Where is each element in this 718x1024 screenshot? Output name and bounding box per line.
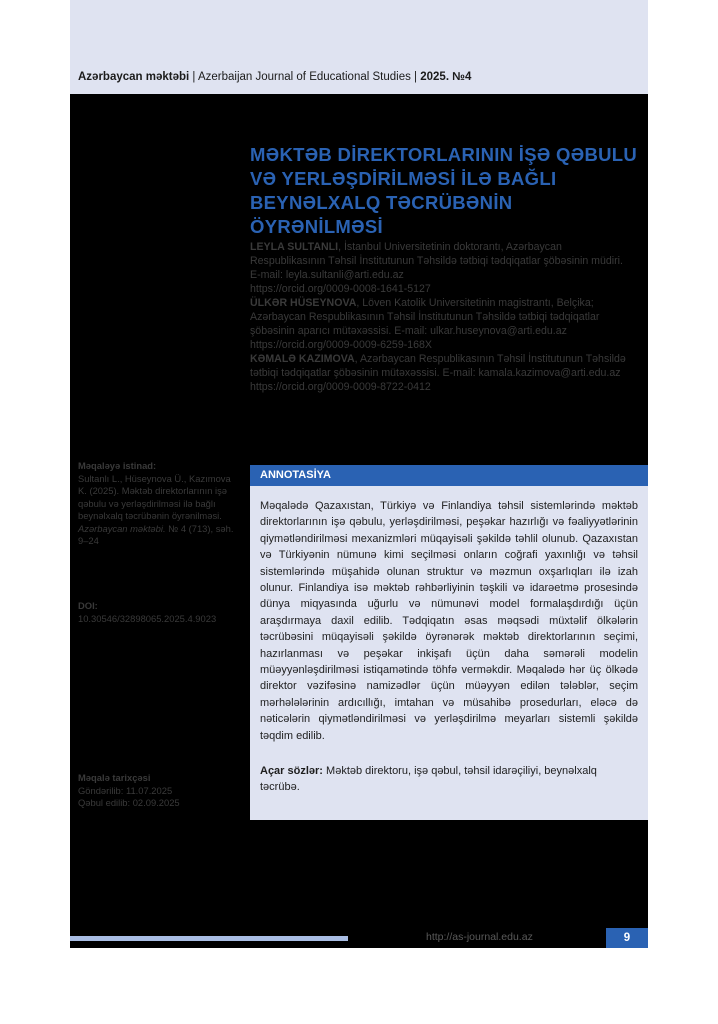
article-title-line: MƏKTƏB DİREKTORLARININ İŞƏ QƏBULU xyxy=(250,144,638,165)
article-title xyxy=(250,143,645,239)
author-list xyxy=(250,240,630,394)
doi-link[interactable]: 10.30546/32898065.2025.4.9023 xyxy=(78,612,217,624)
abstract-text: Məqalədə Qazaxıstan, Türkiyə və Finlandiya təhsil sistemlərində məktəb direktorlarının işə qəbulu, yerləşdirilməsi, peşəkar hazırlığı və fəaliyyətlərinin qiymətləndirilməsi mexanizmləri müqayisəli şəkildə təhlil olunub. Qazaxıstan və Türkiyənin nümunə kimi seçilməsi onların coğrafi yaxınlığı və təhsil sistemlərində müşahidə olunan struktur və məzmun oxşarlıqları ilə izah olunur. Finlandiya isə məktəb rəhbərliyinin təşkili və idarəetmə prosesində dünya miqyasında uğurlu və nümunəvi model formalaşdırdığı üçün araşdırmaya daxil edilib. Tədqiqatın əsas məqsədi müxtəlif ölkələrin təcrübəsini müqayisəli şəkildə öyrənərək məktəb direktorlarının seçimi, hazırlanması və peşəkar inkişafı üçün daha səmərəli modelin müəyyənləşdirilməsi istiqamətində töhfə verməkdir. Məqalədə hər üç ölkədə direktor vəzifəsinə namizədlər üçün müəyyən edilən tələblər, seçim mərhələlərinin ardıcıllığı, imtahan və müsahibə prosedurları, eləcə də nəticələrin qiymətləndirilməsi və yerləşdirilmə meyarları sistemli şəkildə təqdim edilib. xyxy=(260,500,638,742)
header-separator: | xyxy=(410,71,421,83)
journal-name: Azərbaycan məktəbi xyxy=(78,71,190,83)
citation-volume: № 4 (713), səh. 9–24 xyxy=(78,522,234,546)
author-separator: , xyxy=(354,353,360,365)
author-name: ÜLKƏR HÜSEYNOVA xyxy=(250,297,357,309)
author-affiliation: İstanbul Universitetinin doktorantı, Azərbaycan Respublikasının Təhsil İnstitutunun Təhsildə tətbiqi tədqiqatlar şöbəsinin müdiri. E-mail: leyla.sultanli@arti.edu.az xyxy=(250,241,623,281)
author-name: KƏMALƏ KAZIMOVA xyxy=(250,353,355,365)
author-orcid-link[interactable]: https://orcid.org/0009-0008-1641-5127 xyxy=(250,283,431,295)
keywords-line xyxy=(260,763,638,796)
author-separator: , xyxy=(356,297,363,309)
abstract-box xyxy=(250,465,648,820)
author-affiliation: Löven Katolik Universitetinin magistrantı, Belçika; Azərbaycan Respublikasının Təhsil İnstitutunun Təhsildə tətbiqi tədqiqatlar şöbəsinin aparıcı mütəxəssisi. E-mail: ulkar.huseynova@arti.edu.az xyxy=(250,297,600,337)
keywords-label: Açar sözlər: xyxy=(260,765,323,777)
running-header xyxy=(78,71,638,83)
author-affiliation: Azərbaycan Respublikasının Təhsil İnstitutunun Təhsildə tətbiqi tədqiqatlar şöbəsinin mütəxəssisi. E-mail: kamala.kazimova@arti.edu.az xyxy=(250,353,626,379)
footer-url-link[interactable]: http://as-journal.edu.az xyxy=(426,931,533,943)
author-separator: , xyxy=(338,241,344,253)
submitted-date: Göndərilib: 11.07.2025 xyxy=(78,784,173,796)
author-entry xyxy=(250,352,630,394)
author-orcid-link[interactable]: https://orcid.org/0009-0009-6259-168X xyxy=(250,339,432,351)
author-name: LEYLA SULTANLI xyxy=(250,241,339,253)
keywords-text: Məktəb direktoru, işə qəbul, təhsil idarəçiliyi, beynəlxalq təcrübə. xyxy=(260,765,597,794)
citation-block xyxy=(78,460,238,548)
header-band xyxy=(70,0,648,94)
citation-text: Sultanlı L., Hüseynova Ü., Kazımova K. (2025). Məktəb direktorlarının işə qəbulu və yerləşdirilməsi ilə bağlı beynəlxalq təcrübənin öyrənilməsi. xyxy=(78,472,231,521)
history-block xyxy=(78,772,238,810)
page-number: 9 xyxy=(606,928,648,948)
citation-heading: Məqaləyə istinad: xyxy=(78,460,157,471)
journal-page xyxy=(70,0,648,948)
author-entry xyxy=(250,296,630,352)
doi-block xyxy=(78,600,238,625)
article-title-line: BEYNƏLXALQ TƏCRÜBƏNİN ÖYRƏNİLMƏSİ xyxy=(250,192,513,237)
accepted-date: Qəbul edilib: 02.09.2025 xyxy=(78,797,180,808)
doi-heading: DOI: xyxy=(78,600,98,611)
abstract-heading: ANNOTASİYA xyxy=(250,465,648,486)
citation-journal: Azərbaycan məktəbi. xyxy=(78,522,166,534)
footer-rule xyxy=(70,936,348,941)
history-heading: Məqalə tarixçəsi xyxy=(78,772,151,783)
journal-issue: 2025. №4 xyxy=(420,71,472,83)
journal-name-english: Azerbaijan Journal of Educational Studies xyxy=(197,71,411,83)
article-title-line: VƏ YERLƏŞDİRİLMƏSİ İLƏ BAĞLI xyxy=(250,168,557,189)
author-entry xyxy=(250,240,630,296)
header-separator: | xyxy=(189,71,198,83)
author-orcid-link[interactable]: https://orcid.org/0009-0009-8722-0412 xyxy=(250,381,431,393)
